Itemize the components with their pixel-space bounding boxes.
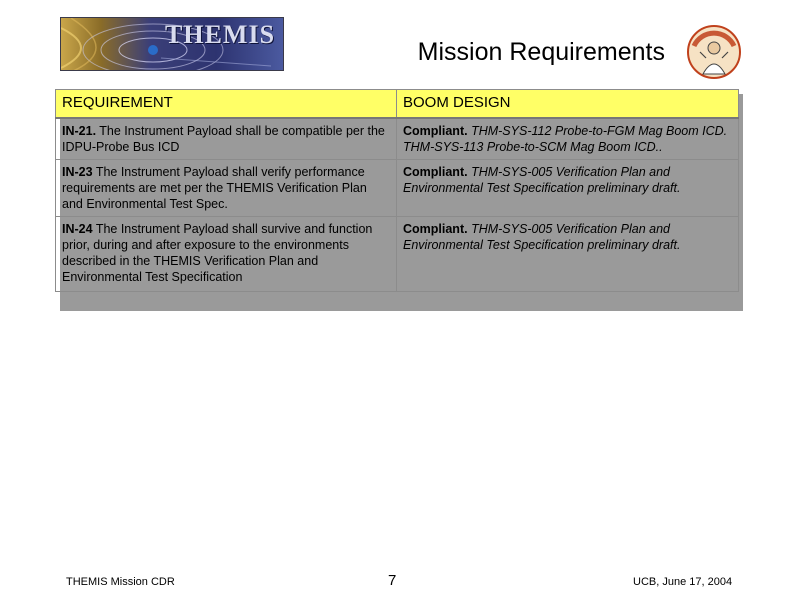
compliance-status: Compliant. xyxy=(403,165,468,179)
table-header-row xyxy=(56,90,739,119)
requirement-cell xyxy=(56,160,397,217)
column-header-requirement: REQUIREMENT xyxy=(56,90,397,119)
requirement-text: The Instrument Payload shall verify performance requirements are met per the THEMIS Verification Plan and Environmental Test Spec. xyxy=(62,165,367,211)
page-number: 7 xyxy=(388,572,397,589)
requirement-cell xyxy=(56,118,397,160)
table-row xyxy=(56,160,739,217)
design-text: THM-SYS-005 Verification Plan and Environmental Test Specification preliminary draft. xyxy=(403,222,681,252)
design-text: THM-SYS-112 Probe-to-FGM Mag Boom ICD. THM-SYS-113 Probe-to-SCM Mag Boom ICD.. xyxy=(403,124,728,154)
column-header-boom-design: BOOM DESIGN xyxy=(397,90,739,119)
requirement-id: IN-23 xyxy=(62,165,93,179)
compliance-status: Compliant. xyxy=(403,124,468,138)
compliance-status: Compliant. xyxy=(403,222,468,236)
page-title: Mission Requirements xyxy=(417,38,665,66)
table-row xyxy=(56,118,739,160)
requirements-table xyxy=(55,89,739,292)
design-cell xyxy=(397,217,739,292)
requirement-cell xyxy=(56,217,397,292)
requirement-text: The Instrument Payload shall be compatible per the IDPU-Probe Bus ICD xyxy=(62,124,385,154)
requirement-id: IN-24 xyxy=(62,222,93,236)
design-cell xyxy=(397,118,739,160)
design-text: THM-SYS-005 Verification Plan and Environmental Test Specification preliminary draft. xyxy=(403,165,681,195)
requirement-text: The Instrument Payload shall survive and function prior, during and after exposure to the environments described in the THEMIS Verification Plan and Environmental Test Specification xyxy=(62,222,373,284)
themis-logo-banner xyxy=(60,17,284,71)
themis-emblem-icon xyxy=(686,24,742,80)
requirement-id: IN-21. xyxy=(62,124,97,138)
table-row xyxy=(56,217,739,292)
footer-event: THEMIS Mission CDR xyxy=(66,576,175,588)
design-cell xyxy=(397,160,739,217)
footer-date: UCB, June 17, 2004 xyxy=(633,576,733,588)
logo-text: THEMIS xyxy=(165,20,276,49)
